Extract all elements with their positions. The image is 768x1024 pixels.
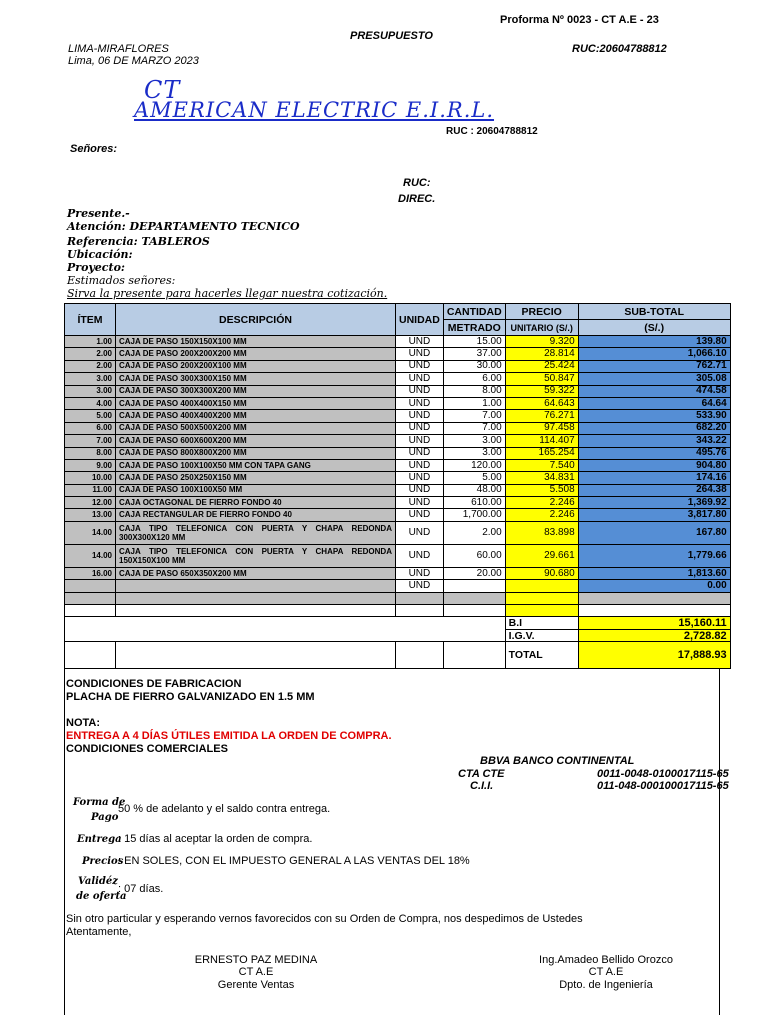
cell-description: CAJA DE PASO 400X400X150 MM [116,397,396,409]
cell-unit: UND [396,459,444,471]
cell-unit-price: 28.814 [505,348,578,360]
cell-quantity: 1.00 [443,397,505,409]
entrega-note: ENTREGA A 4 DÍAS ÚTILES EMITIDA LA ORDEN DE COMPRA. [66,730,392,742]
proyecto: Proyecto: [67,261,125,274]
table-row [65,447,731,459]
cell-unit-price: 50.847 [505,373,578,385]
description-text: CAJA TIPO TELEFONICA CON PUERTA Y CHAPA REDONDA 150X150X100 MM [119,546,392,565]
cell-quantity: 7.00 [443,410,505,422]
cell-unit: UND [396,580,444,592]
table-row-blank [65,605,731,617]
sig-right-name: Ing.Amadeo Bellido Orozco [539,954,673,966]
cell-item: 9.00 [65,459,116,471]
cell-blank [443,592,505,604]
cell-item: 10.00 [65,472,116,484]
cell-subtotal: 474.58 [578,385,730,397]
cell-blank [505,605,578,617]
cci-number: 011-048-000100017115-65 [597,780,729,792]
table-row [65,435,731,447]
cell-blank [396,592,444,604]
cell-blank [116,642,396,669]
cell-description: CAJA DE PASO 650X350X200 MM [116,567,396,579]
cell-item: 6.00 [65,422,116,434]
cell-description: CAJA DE PASO 200X200X100 MM [116,360,396,372]
cell-item: 14.00 [65,521,116,544]
cell-quantity: 3.00 [443,447,505,459]
cell-quantity: 7.00 [443,422,505,434]
cell-description: CAJA DE PASO 300X300X150 MM [116,373,396,385]
table-row [65,373,731,385]
cell-blank [116,605,396,617]
cell-unit-price: 34.831 [505,472,578,484]
cell-unit-price: 165.254 [505,447,578,459]
cell-quantity: 6.00 [443,373,505,385]
validez-text: : 07 días. [118,883,164,895]
cell-unit: UND [396,472,444,484]
cell-quantity: 60.00 [443,544,505,567]
cell-subtotal: 264.38 [578,484,730,496]
cell-quantity: 8.00 [443,385,505,397]
cell-blank [505,592,578,604]
precios-label: Precios [82,856,124,867]
header-unidad: UNIDAD [396,304,444,336]
cell-subtotal: 533.90 [578,410,730,422]
cell-item: 3.00 [65,373,116,385]
cell-item: 1.00 [65,336,116,348]
ubicacion: Ubicación: [67,248,133,261]
ruc-label: RUC: [403,177,431,189]
cell-item: 3.00 [65,385,116,397]
table-row [65,580,731,592]
cell-description: CAJA DE PASO 100X100X50 MM [116,484,396,496]
city: LIMA-MIRAFLORES [68,43,169,55]
sirva-text: Sirva la presente para hacerles llegar nuestra cotización. [67,287,388,300]
cell-blank [396,605,444,617]
atentamente: Atentamente, [66,926,132,938]
cell-blank [65,642,116,669]
table-row [65,360,731,372]
fab-text: PLACHA DE FIERRO GALVANIZADO EN 1.5 MM [66,691,315,703]
cell-unit-price: 83.898 [505,521,578,544]
cell-quantity: 3.00 [443,435,505,447]
sig-left-name: ERNESTO PAZ MEDINA [194,954,318,966]
sig-left-role: Gerente Ventas [217,979,295,991]
comerciales-title: CONDICIONES COMERCIALES [66,743,228,755]
cell-unit: UND [396,360,444,372]
table-row [65,472,731,484]
cell-item: 2.00 [65,360,116,372]
validez-label-1: Validéz [78,876,118,887]
cell-unit: UND [396,509,444,521]
cell-unit-price: 76.271 [505,410,578,422]
cell-description: CAJA OCTAGONAL DE FIERRO FONDO 40 [116,497,396,509]
cell-item: 2.00 [65,348,116,360]
cell-blank [65,605,116,617]
cell-description: CAJA DE PASO 200X200X200 MM [116,348,396,360]
cell-unit-price: 9.320 [505,336,578,348]
cell-unit: UND [396,484,444,496]
referencia: Referencia: TABLEROS [67,235,210,248]
cell-subtotal: 174.16 [578,472,730,484]
cta-number: 0011-0048-0100017115-65 [597,768,729,780]
cell-subtotal: 1,813.60 [578,567,730,579]
cell-blank [443,642,505,669]
cell-subtotal: 64.64 [578,397,730,409]
cell-item: 13.00 [65,509,116,521]
cell-item: 5.00 [65,410,116,422]
sig-right-company: CT A.E [588,966,624,978]
cell-unit: UND [396,544,444,567]
igv-label: I.G.V. [505,629,578,641]
cell-description: CAJA RECTANGULAR DE FIERRO FONDO 40 [116,509,396,521]
cell-blank [578,592,730,604]
cell-description: CAJA DE PASO 300X300X200 MM [116,385,396,397]
date: Lima, 06 DE MARZO 2023 [68,55,199,67]
totals-row-bi [65,617,731,629]
nota-label: NOTA: [66,717,101,729]
cell-subtotal: 3,817.80 [578,509,730,521]
cell-unit-price: 25.424 [505,360,578,372]
cell-description: CAJA DE PASO 400X400X200 MM [116,410,396,422]
cell-subtotal: 0.00 [578,580,730,592]
cell-description: CAJA DE PASO 150X150X100 MM [116,336,396,348]
cell-description: CAJA DE PASO 500X500X200 MM [116,422,396,434]
bi-label: B.I [505,617,578,629]
header-metrado: METRADO [443,320,505,336]
cell-quantity [443,580,505,592]
proforma-number: Proforma Nº 0023 - CT A.E - 23 [500,14,659,26]
cell-item: 7.00 [65,435,116,447]
cell-description [116,580,396,592]
precios-text: : EN SOLES, CON EL IMPUESTO GENERAL A LAS VENTAS DEL 18% [118,855,470,867]
cell-unit-price: 90.680 [505,567,578,579]
cell-unit: UND [396,373,444,385]
table-row [65,497,731,509]
header-subtotal: SUB-TOTAL [578,304,730,320]
direc-label: DIREC. [398,193,436,205]
cell-unit-price: 2.246 [505,509,578,521]
cell-unit: UND [396,497,444,509]
header-ruc: RUC:20604788812 [572,43,667,55]
logo-ct: CT [144,76,181,104]
cell-unit: UND [396,447,444,459]
validez-label-2: de oferta [76,891,127,902]
cell-description: CAJA DE PASO 800X800X200 MM [116,447,396,459]
cell-unit-price: 97.458 [505,422,578,434]
sig-right-role: Dpto. de Ingeniería [559,979,653,991]
cell-unit-price: 7.540 [505,459,578,471]
cell-unit: UND [396,567,444,579]
cell-unit-price: 59.322 [505,385,578,397]
cell-unit: UND [396,385,444,397]
cell-description [116,521,396,544]
cell-unit: UND [396,435,444,447]
table-row-blank [65,592,731,604]
quote-table [64,303,731,669]
header-precio: PRECIO [505,304,578,320]
cell-unit: UND [396,348,444,360]
pago-label-1: Forma de [73,797,126,808]
cell-unit: UND [396,521,444,544]
bi-value: 15,160.11 [578,617,730,629]
table-row [65,410,731,422]
cell-blank [443,605,505,617]
table-row [65,544,731,567]
table-row [65,509,731,521]
cell-subtotal: 343.22 [578,435,730,447]
cell-description [116,544,396,567]
pago-text: 50 % de adelanto y el saldo contra entrega. [118,803,331,815]
totals-spacer [65,617,506,642]
logo-company-name: AMERICAN ELECTRIC E.I.R.L. [134,98,495,122]
cell-item: 4.00 [65,397,116,409]
entrega-label: Entrega [77,834,122,845]
total-value: 17,888.93 [578,642,730,669]
pago-label-2: Pago [91,812,119,823]
table-row [65,567,731,579]
closing-text: Sin otro particular y esperando vernos favorecidos con su Orden de Compra, nos despedimos de Ustedes [66,913,583,925]
total-label: TOTAL [505,642,578,669]
cell-description: CAJA DE PASO 100X100X50 MM CON TAPA GANG [116,459,396,471]
totals-row-total [65,642,731,669]
cell-quantity: 48.00 [443,484,505,496]
cell-item: 12.00 [65,497,116,509]
header-item: ÍTEM [65,304,116,336]
sig-left-company: CT A.E [238,966,274,978]
table-row [65,348,731,360]
header-cantidad: CANTIDAD [443,304,505,320]
cell-subtotal: 305.08 [578,373,730,385]
header-descripcion: DESCRIPCIÓN [116,304,396,336]
cell-quantity: 5.00 [443,472,505,484]
cell-subtotal: 495.76 [578,447,730,459]
cell-unit-price: 29.661 [505,544,578,567]
cell-unit-price: 5.508 [505,484,578,496]
bank-name: BBVA BANCO CONTINENTAL [480,755,635,767]
cell-quantity: 610.00 [443,497,505,509]
header-soles: (S/.) [578,320,730,336]
cell-unit-price: 64.643 [505,397,578,409]
description-text: CAJA TIPO TELEFONICA CON PUERTA Y CHAPA REDONDA 300X300X120 MM [119,523,392,542]
cell-unit-price: 2.246 [505,497,578,509]
header-unitario: UNITARIO (S/.) [505,320,578,336]
cell-subtotal: 1,369.92 [578,497,730,509]
table-row [65,459,731,471]
cell-subtotal: 139.80 [578,336,730,348]
table-row [65,422,731,434]
entrega-text: : 15 días al aceptar la orden de compra. [118,833,313,845]
cell-unit: UND [396,422,444,434]
cell-subtotal: 167.80 [578,521,730,544]
cell-blank [396,642,444,669]
cell-quantity: 30.00 [443,360,505,372]
presente: Presente.- [67,207,130,220]
table-row [65,484,731,496]
table-row [65,336,731,348]
cell-subtotal: 1,066.10 [578,348,730,360]
cell-quantity: 37.00 [443,348,505,360]
table-header-row [65,304,731,320]
cell-blank [65,592,116,604]
cell-quantity: 15.00 [443,336,505,348]
cell-subtotal: 904.80 [578,459,730,471]
cell-item: 8.00 [65,447,116,459]
cta-label: CTA CTE [458,768,505,780]
cell-unit: UND [396,397,444,409]
cell-subtotal: 682.20 [578,422,730,434]
cell-item: 16.00 [65,567,116,579]
cell-subtotal: 1,779.66 [578,544,730,567]
cell-blank [116,592,396,604]
cell-quantity: 20.00 [443,567,505,579]
table-row [65,521,731,544]
cell-unit-price [505,580,578,592]
fab-title: CONDICIONES DE FABRICACION [66,678,242,690]
document-title: PRESUPUESTO [350,30,433,42]
cell-description: CAJA DE PASO 600X600X200 MM [116,435,396,447]
table-row [65,385,731,397]
cell-unit-price: 114.407 [505,435,578,447]
atencion: Atención: DEPARTAMENTO TECNICO [67,220,300,233]
cell-item [65,580,116,592]
cell-blank [578,605,730,617]
cell-subtotal: 762.71 [578,360,730,372]
cell-description: CAJA DE PASO 250X250X150 MM [116,472,396,484]
cell-item: 11.00 [65,484,116,496]
cell-unit: UND [396,410,444,422]
cell-quantity: 120.00 [443,459,505,471]
cci-label: C.I.I. [470,780,494,792]
senores-label: Señores: [70,143,118,155]
igv-value: 2,728.82 [578,629,730,641]
cell-quantity: 1,700.00 [443,509,505,521]
estimados: Estimados señores: [67,274,176,287]
cell-item: 14.00 [65,544,116,567]
table-row [65,397,731,409]
cell-unit: UND [396,336,444,348]
cell-quantity: 2.00 [443,521,505,544]
logo-ruc: RUC : 20604788812 [446,126,538,137]
